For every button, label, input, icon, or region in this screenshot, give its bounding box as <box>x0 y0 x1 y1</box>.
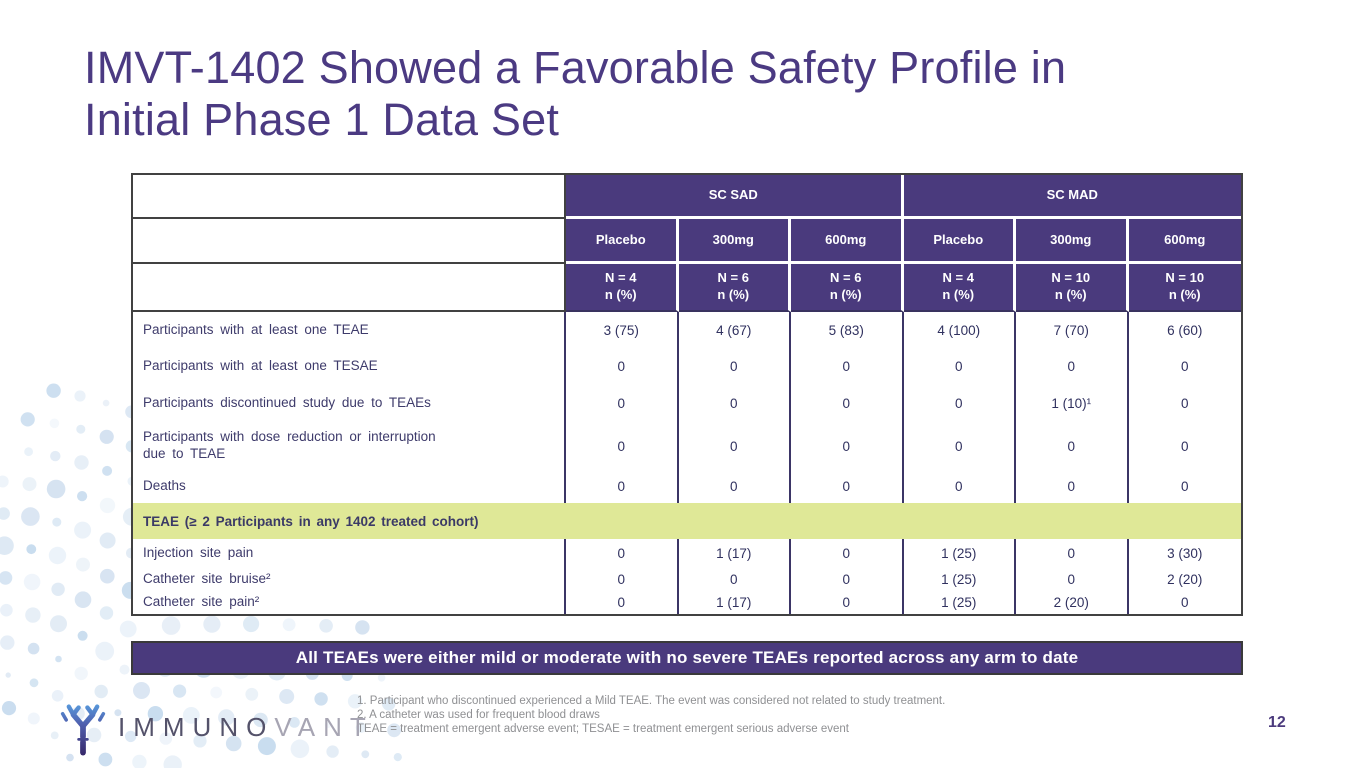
value-cell: 5 (83) <box>791 312 904 348</box>
dose-header: 300mg <box>679 219 792 264</box>
value-cell: 0 <box>791 568 904 591</box>
table-row <box>133 568 1241 591</box>
table-section-row <box>133 503 1241 539</box>
value-cell: 2 (20) <box>1016 591 1129 614</box>
n-header: N = 6 n (%) <box>679 264 792 312</box>
n-header: N = 4 n (%) <box>566 264 679 312</box>
table-corner-cell <box>133 264 566 312</box>
table-header-row-groups <box>133 175 1241 219</box>
table-row <box>133 470 1241 503</box>
value-cell: 0 <box>566 422 679 470</box>
value-cell: 1 (25) <box>904 539 1017 568</box>
n-header: N = 10 n (%) <box>1016 264 1129 312</box>
row-label: Participants with at least one TESAE <box>133 348 566 385</box>
value-cell: 0 <box>679 385 792 422</box>
table-row <box>133 312 1241 348</box>
dose-header: 300mg <box>1016 219 1129 264</box>
footnote-1: 1. Participant who discontinued experienced a Mild TEAE. The event was considered not related to study treatment. <box>357 695 946 707</box>
value-cell: 0 <box>566 470 679 503</box>
row-label: Participants with at least one TEAE <box>133 312 566 348</box>
group-header-sc-sad: SC SAD <box>566 175 904 219</box>
value-cell: 6 (60) <box>1167 322 1203 338</box>
value-cell: 0 <box>566 385 679 422</box>
value-cell: 0 <box>566 568 679 591</box>
value-cell: 1 (17) <box>679 539 792 568</box>
table-header-row-n <box>133 264 1241 312</box>
value-cell: 0 <box>791 422 904 470</box>
value-cell: 3 (75) <box>566 312 679 348</box>
row-label: Deaths <box>133 470 566 503</box>
value-cell: 0 <box>1180 359 1189 374</box>
brand-wordmark <box>118 712 374 743</box>
value-cell: 0 <box>1016 539 1129 568</box>
value-cell: 0 <box>1016 470 1129 503</box>
brand-primary: IMMUNO <box>118 711 275 742</box>
page-number: 12 <box>1268 714 1286 731</box>
dose-header: 600mg <box>791 219 904 264</box>
value-cell: 0 <box>679 422 792 470</box>
value-cell: 0 <box>904 422 1017 470</box>
table-row <box>133 348 1241 385</box>
value-cell: 0 <box>1180 595 1189 610</box>
value-cell: 0 <box>679 348 792 385</box>
value-cell: 7 (70) <box>1016 312 1129 348</box>
value-cell: 1 (10)¹ <box>1016 385 1129 422</box>
value-cell: 1 (25) <box>904 591 1017 614</box>
value-cell: 0 <box>1016 422 1129 470</box>
value-cell: 2 (20) <box>1167 572 1203 587</box>
table-row <box>133 385 1241 422</box>
n-header: N = 6 n (%) <box>791 264 904 312</box>
value-cell: 0 <box>679 470 792 503</box>
row-label: Participants with dose reduction or interruption due to TEAE <box>133 422 566 470</box>
value-cell: 0 <box>904 470 1017 503</box>
group-header-sc-mad: SC MAD <box>904 175 1242 219</box>
value-cell: 0 <box>791 591 904 614</box>
row-label: Catheter site bruise² <box>133 568 566 591</box>
value-cell: 0 <box>791 348 904 385</box>
footnote-abbreviations: TEAE = treatment emergent adverse event; TESAE = treatment emergent serious adverse event <box>357 723 849 736</box>
value-cell: 0 <box>566 539 679 568</box>
immunovant-logo <box>60 698 374 756</box>
dose-header: Placebo <box>904 219 1017 264</box>
value-cell: 3 (30) <box>1167 546 1203 561</box>
section-header-teae: TEAE (≥ 2 Participants in any 1402 treated cohort) <box>133 503 1241 539</box>
table-corner-cell <box>133 175 566 219</box>
safety-table <box>131 173 1243 616</box>
antibody-icon <box>60 698 106 756</box>
table-row <box>133 591 1241 614</box>
row-label: Catheter site pain² <box>133 591 566 614</box>
value-cell: 0 <box>566 591 679 614</box>
dose-header: 600mg <box>1129 219 1242 264</box>
value-cell: 0 <box>791 385 904 422</box>
value-cell: 0 <box>679 568 792 591</box>
value-cell: 0 <box>1016 348 1129 385</box>
n-header: N = 4 n (%) <box>904 264 1017 312</box>
table-row <box>133 539 1241 568</box>
row-label: Participants discontinued study due to TEAEs <box>133 385 566 422</box>
table-header-row-doses <box>133 219 1241 264</box>
dose-header: Placebo <box>566 219 679 264</box>
table-corner-cell <box>133 219 566 264</box>
value-cell: 0 <box>1180 479 1189 494</box>
value-cell: 1 (25) <box>904 568 1017 591</box>
value-cell: 1 (17) <box>679 591 792 614</box>
value-cell: 0 <box>791 470 904 503</box>
value-cell: 0 <box>791 539 904 568</box>
table-row <box>133 422 1241 470</box>
value-cell: 4 (100) <box>904 312 1017 348</box>
value-cell: 0 <box>566 348 679 385</box>
value-cell: 0 <box>1180 396 1189 411</box>
footnote-2: 2. A catheter was used for frequent blood draws <box>357 709 600 722</box>
value-cell: 4 (67) <box>679 312 792 348</box>
value-cell: 0 <box>1016 568 1129 591</box>
row-label: Injection site pain <box>133 539 566 568</box>
footnotes <box>357 694 945 736</box>
brand-secondary: VANT <box>274 711 374 742</box>
value-cell: 0 <box>904 385 1017 422</box>
n-header: N = 10 n (%) <box>1129 264 1242 312</box>
summary-banner: All TEAEs were either mild or moderate with no severe TEAEs reported across any arm to date <box>131 641 1243 675</box>
value-cell: 0 <box>1180 438 1189 454</box>
slide-title: IMVT-1402 Showed a Favorable Safety Profile in Initial Phase 1 Data Set <box>84 42 1067 146</box>
value-cell: 0 <box>904 348 1017 385</box>
